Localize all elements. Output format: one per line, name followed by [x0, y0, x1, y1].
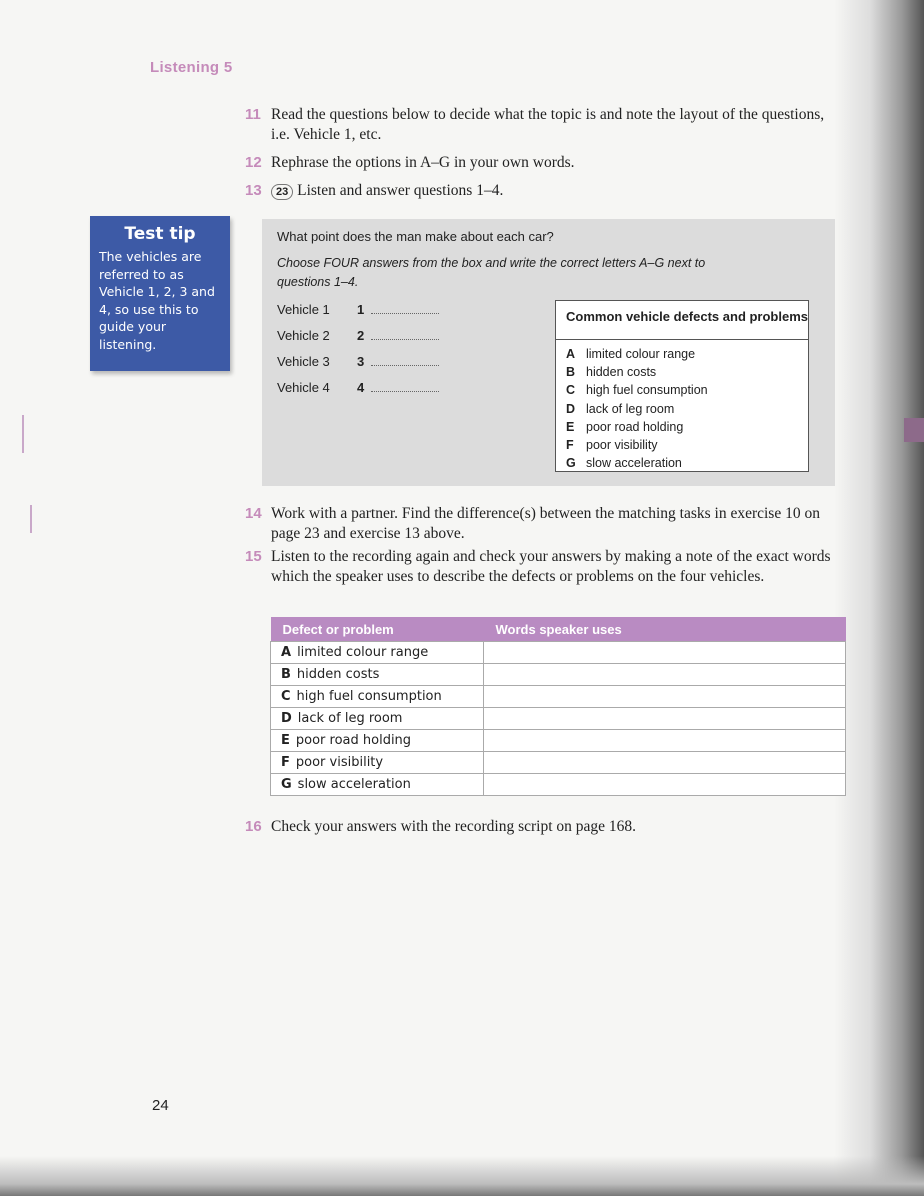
test-tip-body: The vehicles are referred to as Vehicle 1, 2, 3 and 4, so use this to guide your listening.	[99, 249, 215, 352]
option-key: A	[566, 347, 576, 361]
words-cell[interactable]	[484, 686, 846, 708]
exercise-text: Listen and answer questions 1–4.	[297, 182, 504, 199]
vehicle-label: Vehicle 1	[277, 302, 330, 317]
option-text: slow acceleration	[586, 456, 682, 471]
exercise-text-wrap	[271, 181, 835, 201]
vehicle-label: Vehicle 2	[277, 328, 330, 343]
exercise-text: Read the questions below to decide what the topic is and note the layout of the questions, i.e. Vehicle 1, etc.	[271, 106, 825, 143]
column-header: Words speaker uses	[484, 617, 846, 642]
exercise-13	[245, 181, 835, 201]
exercise-11	[245, 105, 835, 145]
exercise-16	[245, 817, 835, 837]
defect-text: high fuel consumption	[296, 689, 442, 704]
defect-key: G	[281, 777, 292, 792]
option-item	[566, 436, 808, 454]
margin-mark	[30, 505, 32, 533]
table-row	[271, 708, 846, 730]
defect-key: C	[281, 689, 291, 704]
defect-text: slow acceleration	[297, 777, 411, 792]
page-bottom-shadow	[0, 1156, 924, 1196]
answer-blank[interactable]	[371, 329, 439, 340]
defect-cell	[271, 774, 484, 796]
table-row	[271, 774, 846, 796]
option-text: limited colour range	[586, 347, 696, 361]
words-cell[interactable]	[484, 642, 846, 664]
option-text: lack of leg room	[586, 401, 675, 416]
vehicle-label: Vehicle 3	[277, 354, 330, 369]
question-number: 2	[357, 328, 365, 343]
answer-blank[interactable]	[371, 355, 439, 366]
exercise-text: Check your answers with the recording script on page 168.	[271, 818, 637, 835]
task-instruction: Choose FOUR answers from the box and write the correct letters A–G next to questions 1–4.	[277, 256, 706, 289]
defects-options-box	[555, 300, 809, 472]
exercise-number: 15	[245, 548, 262, 565]
option-text: poor visibility	[586, 438, 658, 453]
words-cell[interactable]	[484, 752, 846, 774]
option-item	[566, 363, 808, 381]
listening-task-box	[262, 219, 835, 486]
exercise-number: 13	[245, 182, 262, 199]
vehicle-label: Vehicle 4	[277, 380, 330, 395]
vehicle-row	[277, 354, 439, 369]
margin-mark	[22, 415, 24, 453]
exercise-number: 11	[245, 106, 261, 123]
option-item	[566, 418, 808, 436]
defect-key: E	[281, 733, 290, 748]
table-row	[271, 664, 846, 686]
exercise-text: Rephrase the options in A–G in your own words.	[271, 154, 575, 171]
defects-box-title: Common vehicle defects and problems	[556, 301, 808, 340]
vehicle-row	[277, 302, 439, 317]
answer-blank[interactable]	[371, 303, 439, 314]
option-key: F	[566, 438, 574, 453]
table-header-row	[271, 617, 846, 642]
vehicle-row	[277, 328, 439, 343]
vehicle-row	[277, 380, 439, 395]
task-question: What point does the man make about each car?	[277, 229, 554, 244]
exercise-number: 16	[245, 818, 262, 835]
words-cell[interactable]	[484, 708, 846, 730]
option-key: C	[566, 383, 576, 398]
option-key: E	[566, 419, 575, 434]
option-text: high fuel consumption	[586, 383, 708, 398]
exercise-number: 14	[245, 505, 262, 522]
option-key: B	[566, 365, 576, 380]
option-key: D	[566, 401, 576, 416]
section-heading: Listening 5	[150, 59, 233, 76]
defects-options-list	[556, 340, 808, 472]
exercise-text: Listen to the recording again and check your answers by making a note of the exact words which the speaker uses to describe the defects or problems on the four vehicles.	[271, 548, 831, 585]
test-tip-box	[90, 216, 230, 371]
question-number: 3	[357, 354, 365, 369]
option-item	[566, 345, 808, 363]
exercise-15	[245, 547, 835, 587]
table-row	[271, 686, 846, 708]
column-header: Defect or problem	[271, 617, 484, 642]
defect-cell	[271, 664, 484, 686]
page-number: 24	[152, 1097, 169, 1114]
exercise-14	[245, 504, 835, 544]
exercise-text: Work with a partner. Find the difference(s) between the matching tasks in exercise 10 on page 23 and exercise 13 above.	[271, 505, 820, 542]
defect-key: A	[281, 645, 292, 660]
option-item	[566, 400, 808, 418]
defect-cell	[271, 708, 484, 730]
defect-cell	[271, 730, 484, 752]
option-key: G	[566, 456, 576, 471]
cd-track-number: 23	[276, 186, 289, 198]
table-row	[271, 730, 846, 752]
words-cell[interactable]	[484, 664, 846, 686]
defect-key: F	[281, 755, 290, 770]
option-item	[566, 381, 808, 399]
words-cell[interactable]	[484, 774, 846, 796]
defect-text: hidden costs	[296, 667, 380, 682]
page-gutter-shadow	[834, 0, 924, 1196]
test-tip-title: Test tip	[124, 224, 196, 244]
option-text: hidden costs	[586, 365, 657, 380]
audio-track-icon[interactable]	[271, 184, 293, 200]
exercise-12	[245, 153, 835, 173]
defects-words-table	[270, 617, 846, 796]
defect-cell	[271, 752, 484, 774]
defect-text: poor road holding	[295, 733, 412, 748]
defect-key: D	[281, 711, 292, 726]
option-item	[566, 454, 808, 472]
table-row	[271, 642, 846, 664]
question-number: 1	[357, 302, 365, 317]
page-edge-tab	[904, 418, 924, 442]
defect-cell	[271, 686, 484, 708]
option-text: poor road holding	[586, 419, 684, 434]
table-row	[271, 752, 846, 774]
defect-text: lack of leg room	[297, 711, 403, 726]
exercise-number: 12	[245, 154, 262, 171]
defect-text: poor visibility	[295, 755, 384, 770]
defect-key: B	[281, 667, 291, 682]
defect-text: limited colour range	[297, 645, 429, 660]
question-number: 4	[357, 380, 365, 395]
words-cell[interactable]	[484, 730, 846, 752]
defect-cell	[271, 642, 484, 664]
answer-blank[interactable]	[371, 381, 439, 392]
